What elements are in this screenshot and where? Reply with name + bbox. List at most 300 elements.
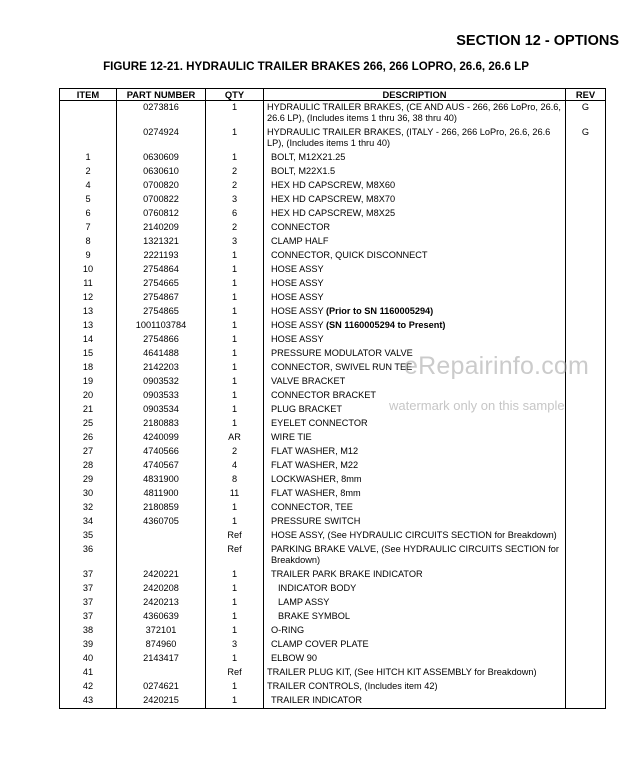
part-number-cell: 4641488 [117, 347, 206, 361]
table-row [60, 638, 606, 652]
rev-cell [566, 515, 606, 529]
description-cell [264, 235, 566, 249]
rev-cell [566, 165, 606, 179]
table-row [60, 291, 606, 305]
description-cell [264, 596, 566, 610]
qty-cell: 1 [206, 291, 264, 305]
description-serial-note: (Prior to SN 1160005294) [325, 306, 434, 316]
table-row [60, 333, 606, 347]
description-text: CONNECTOR, TEE [271, 502, 353, 512]
table-row [60, 582, 606, 596]
qty-cell: 1 [206, 624, 264, 638]
rev-cell [566, 473, 606, 487]
rev-cell [566, 417, 606, 431]
description-text: TRAILER INDICATOR [271, 695, 363, 705]
part-number-cell: 372101 [117, 624, 206, 638]
qty-cell: 1 [206, 126, 264, 151]
qty-cell: 2 [206, 445, 264, 459]
qty-cell: 1 [206, 347, 264, 361]
description-text: HYDRAULIC TRAILER BRAKES, (ITALY - 266, 266 LoPro, 26.6, 26.6 LP), (Includes items 1 thru 40) [267, 127, 551, 148]
description-cell [264, 431, 566, 445]
description-cell [264, 473, 566, 487]
qty-cell: 1 [206, 596, 264, 610]
item-cell: 37 [60, 596, 117, 610]
table-row [60, 126, 606, 151]
part-number-cell: 2754867 [117, 291, 206, 305]
rev-cell [566, 277, 606, 291]
table-row [60, 263, 606, 277]
table-row [60, 487, 606, 501]
description-cell [264, 249, 566, 263]
item-cell: 43 [60, 694, 117, 709]
description-cell [264, 361, 566, 375]
description-text: HOSE ASSY [271, 334, 324, 344]
qty-cell: 1 [206, 389, 264, 403]
qty-cell: 1 [206, 361, 264, 375]
table-row [60, 389, 606, 403]
description-cell [264, 305, 566, 319]
rev-cell [566, 694, 606, 709]
rev-cell [566, 445, 606, 459]
item-cell: 36 [60, 543, 117, 568]
item-cell: 9 [60, 249, 117, 263]
description-cell [264, 165, 566, 179]
table-row [60, 101, 606, 127]
table-row [60, 235, 606, 249]
rev-cell [566, 582, 606, 596]
item-cell [60, 126, 117, 151]
part-number-cell [117, 529, 206, 543]
rev-cell [566, 666, 606, 680]
description-text: FLAT WASHER, M12 [271, 446, 359, 456]
description-text: HYDRAULIC TRAILER BRAKES, (CE AND AUS - 266, 266 LoPro, 26.6, 26.6 LP), (Includes items 1 thru 36, 38 thru 40) [267, 102, 561, 123]
qty-cell: 3 [206, 193, 264, 207]
part-number-cell: 1321321 [117, 235, 206, 249]
description-cell [264, 333, 566, 347]
item-cell: 4 [60, 179, 117, 193]
qty-cell: 3 [206, 638, 264, 652]
item-cell: 8 [60, 235, 117, 249]
item-cell: 26 [60, 431, 117, 445]
part-number-cell: 0274924 [117, 126, 206, 151]
rev-cell [566, 652, 606, 666]
description-text: CLAMP HALF [271, 236, 329, 246]
description-cell [264, 694, 566, 709]
part-number-cell: 2420208 [117, 582, 206, 596]
item-cell: 18 [60, 361, 117, 375]
rev-cell [566, 389, 606, 403]
part-number-cell: 2754665 [117, 277, 206, 291]
table-row [60, 501, 606, 515]
rev-cell [566, 193, 606, 207]
rev-cell [566, 333, 606, 347]
table-row [60, 445, 606, 459]
item-cell: 27 [60, 445, 117, 459]
description-text: CONNECTOR [271, 222, 331, 232]
description-cell [264, 638, 566, 652]
rev-cell [566, 361, 606, 375]
part-number-cell: 2221193 [117, 249, 206, 263]
rev-cell [566, 501, 606, 515]
description-text: FLAT WASHER, M22 [271, 460, 359, 470]
description-cell [264, 487, 566, 501]
qty-cell: 1 [206, 249, 264, 263]
description-cell [264, 459, 566, 473]
description-text: LOCKWASHER, 8mm [271, 474, 362, 484]
description-text: CONNECTOR BRACKET [271, 390, 376, 400]
table-row [60, 249, 606, 263]
description-text: TRAILER PARK BRAKE INDICATOR [271, 569, 423, 579]
rev-cell [566, 305, 606, 319]
item-cell: 19 [60, 375, 117, 389]
part-number-cell: 0274621 [117, 680, 206, 694]
qty-cell: 1 [206, 694, 264, 709]
description-text: BOLT, M22X1.5 [271, 166, 336, 176]
rev-cell [566, 568, 606, 582]
item-cell: 37 [60, 582, 117, 596]
table-row [60, 179, 606, 193]
description-cell [264, 680, 566, 694]
part-number-cell: 0630609 [117, 151, 206, 165]
part-number-cell: 1001103784 [117, 319, 206, 333]
description-text: HOSE ASSY [271, 264, 324, 274]
rev-cell: G [566, 126, 606, 151]
description-cell [264, 319, 566, 333]
table-row [60, 459, 606, 473]
qty-cell: 1 [206, 277, 264, 291]
table-row [60, 596, 606, 610]
header-row [60, 89, 606, 101]
item-cell: 6 [60, 207, 117, 221]
description-cell [264, 151, 566, 165]
item-cell: 39 [60, 638, 117, 652]
description-cell [264, 652, 566, 666]
rev-cell [566, 291, 606, 305]
part-number-cell: 874960 [117, 638, 206, 652]
description-cell [264, 610, 566, 624]
figure-title: FIGURE 12-21. HYDRAULIC TRAILER BRAKES 266, 266 LOPRO, 26.6, 26.6 LP [103, 60, 529, 73]
part-number-cell [117, 543, 206, 568]
qty-cell: 1 [206, 375, 264, 389]
item-cell: 21 [60, 403, 117, 417]
rev-cell [566, 459, 606, 473]
rev-cell [566, 235, 606, 249]
item-cell: 34 [60, 515, 117, 529]
description-cell [264, 543, 566, 568]
description-cell [264, 389, 566, 403]
rev-cell: G [566, 101, 606, 127]
qty-cell: 1 [206, 333, 264, 347]
part-number-cell: 0760812 [117, 207, 206, 221]
rev-cell [566, 624, 606, 638]
part-number-cell [117, 666, 206, 680]
qty-cell: 1 [206, 101, 264, 127]
description-text: HOSE ASSY [271, 320, 326, 330]
table-row [60, 431, 606, 445]
description-cell [264, 582, 566, 596]
item-cell: 25 [60, 417, 117, 431]
description-cell [264, 263, 566, 277]
description-text: CLAMP COVER PLATE [271, 639, 369, 649]
item-cell: 20 [60, 389, 117, 403]
qty-cell: 1 [206, 515, 264, 529]
description-text: PRESSURE MODULATOR VALVE [271, 348, 413, 358]
col-header-description: DESCRIPTION [264, 89, 566, 101]
description-text: TRAILER PLUG KIT, (See HITCH KIT ASSEMBLY for Breakdown) [267, 667, 537, 677]
table-row [60, 347, 606, 361]
rev-cell [566, 403, 606, 417]
item-cell: 10 [60, 263, 117, 277]
description-cell [264, 193, 566, 207]
description-cell [264, 666, 566, 680]
description-cell [264, 403, 566, 417]
description-text: HOSE ASSY [271, 278, 324, 288]
qty-cell: Ref [206, 666, 264, 680]
part-number-cell: 0273816 [117, 101, 206, 127]
rev-cell [566, 249, 606, 263]
table-row [60, 680, 606, 694]
table-row [60, 403, 606, 417]
table-row [60, 515, 606, 529]
col-header-item: ITEM [60, 89, 117, 101]
description-text: TRAILER CONTROLS, (Includes item 42) [267, 681, 438, 691]
description-text: O-RING [271, 625, 305, 635]
table-row [60, 165, 606, 179]
table-row [60, 694, 606, 709]
description-text: CONNECTOR, QUICK DISCONNECT [271, 250, 428, 260]
qty-cell: 2 [206, 221, 264, 235]
table-row [60, 207, 606, 221]
rev-cell [566, 179, 606, 193]
qty-cell: Ref [206, 529, 264, 543]
description-text: HOSE ASSY [271, 292, 324, 302]
table-row [60, 305, 606, 319]
description-text: INDICATOR BODY [278, 583, 357, 593]
table-row [60, 375, 606, 389]
section-title: SECTION 12 - OPTIONS [456, 33, 619, 49]
qty-cell: 1 [206, 305, 264, 319]
part-number-cell: 4360639 [117, 610, 206, 624]
qty-cell: 6 [206, 207, 264, 221]
description-text: PLUG BRACKET [271, 404, 342, 414]
table-row [60, 652, 606, 666]
rev-cell [566, 375, 606, 389]
item-cell: 14 [60, 333, 117, 347]
item-cell: 32 [60, 501, 117, 515]
item-cell: 13 [60, 305, 117, 319]
description-text: EYELET CONNECTOR [271, 418, 368, 428]
item-cell: 35 [60, 529, 117, 543]
item-cell: 12 [60, 291, 117, 305]
item-cell: 15 [60, 347, 117, 361]
qty-cell: AR [206, 431, 264, 445]
description-text: HOSE ASSY [271, 306, 326, 316]
col-header-qty: QTY [206, 89, 264, 101]
part-number-cell: 4240099 [117, 431, 206, 445]
part-number-cell: 0903533 [117, 389, 206, 403]
part-number-cell: 2142203 [117, 361, 206, 375]
item-cell: 7 [60, 221, 117, 235]
description-text: VALVE BRACKET [271, 376, 346, 386]
qty-cell: 8 [206, 473, 264, 487]
qty-cell: 1 [206, 417, 264, 431]
part-number-cell: 0700822 [117, 193, 206, 207]
qty-cell: 1 [206, 263, 264, 277]
description-text: BRAKE SYMBOL [278, 611, 350, 621]
qty-cell: 11 [206, 487, 264, 501]
rev-cell [566, 543, 606, 568]
description-text: PRESSURE SWITCH [271, 516, 361, 526]
part-number-cell: 0903534 [117, 403, 206, 417]
qty-cell: 3 [206, 235, 264, 249]
part-number-cell: 2420215 [117, 694, 206, 709]
part-number-cell: 0630610 [117, 165, 206, 179]
rev-cell [566, 263, 606, 277]
rev-cell [566, 347, 606, 361]
item-cell [60, 101, 117, 127]
part-number-cell: 4360705 [117, 515, 206, 529]
qty-cell: 2 [206, 179, 264, 193]
item-cell: 28 [60, 459, 117, 473]
description-cell [264, 207, 566, 221]
item-cell: 2 [60, 165, 117, 179]
description-cell [264, 291, 566, 305]
parts-table [59, 88, 606, 709]
qty-cell: 1 [206, 151, 264, 165]
description-cell [264, 221, 566, 235]
qty-cell: 1 [206, 680, 264, 694]
part-number-cell: 2754864 [117, 263, 206, 277]
table-row [60, 221, 606, 235]
description-text: WIRE TIE [271, 432, 312, 442]
description-cell [264, 417, 566, 431]
description-text: HOSE ASSY, (See HYDRAULIC CIRCUITS SECTION for Breakdown) [271, 530, 557, 540]
table-row [60, 529, 606, 543]
rev-cell [566, 529, 606, 543]
rev-cell [566, 221, 606, 235]
description-text: LAMP ASSY [278, 597, 330, 607]
table-row [60, 666, 606, 680]
watermark-brand: eRepairinfo.com [404, 352, 590, 380]
description-text: HEX HD CAPSCREW, M8X70 [271, 194, 396, 204]
item-cell: 41 [60, 666, 117, 680]
part-number-cell: 2754865 [117, 305, 206, 319]
rev-cell [566, 487, 606, 501]
description-cell [264, 277, 566, 291]
part-number-cell: 2180859 [117, 501, 206, 515]
part-number-cell: 4740567 [117, 459, 206, 473]
item-cell: 30 [60, 487, 117, 501]
qty-cell: 2 [206, 165, 264, 179]
item-cell: 5 [60, 193, 117, 207]
qty-cell: 1 [206, 582, 264, 596]
part-number-cell: 0700820 [117, 179, 206, 193]
item-cell: 37 [60, 610, 117, 624]
item-cell: 38 [60, 624, 117, 638]
description-cell [264, 568, 566, 582]
table-row [60, 543, 606, 568]
description-text: FLAT WASHER, 8mm [271, 488, 361, 498]
qty-cell: 1 [206, 319, 264, 333]
rev-cell [566, 207, 606, 221]
part-number-cell: 2180883 [117, 417, 206, 431]
description-cell [264, 126, 566, 151]
table-row [60, 473, 606, 487]
rev-cell [566, 610, 606, 624]
part-number-cell: 4740566 [117, 445, 206, 459]
description-cell [264, 529, 566, 543]
part-number-cell: 4811900 [117, 487, 206, 501]
qty-cell: 1 [206, 610, 264, 624]
item-cell: 40 [60, 652, 117, 666]
col-header-rev: REV [566, 89, 606, 101]
table-row [60, 568, 606, 582]
description-cell [264, 515, 566, 529]
item-cell: 42 [60, 680, 117, 694]
description-cell [264, 375, 566, 389]
part-number-cell: 2754866 [117, 333, 206, 347]
qty-cell: 1 [206, 568, 264, 582]
watermark-note: watermark only on this sample [389, 398, 565, 413]
part-number-cell: 2420221 [117, 568, 206, 582]
part-number-cell: 4831900 [117, 473, 206, 487]
description-cell [264, 445, 566, 459]
table-row [60, 151, 606, 165]
table-row [60, 277, 606, 291]
table-row [60, 193, 606, 207]
table-row [60, 610, 606, 624]
item-cell: 11 [60, 277, 117, 291]
description-cell [264, 347, 566, 361]
rev-cell [566, 431, 606, 445]
description-text: BOLT, M12X21.25 [271, 152, 346, 162]
rev-cell [566, 319, 606, 333]
qty-cell: 1 [206, 652, 264, 666]
description-text: HEX HD CAPSCREW, M8X25 [271, 208, 396, 218]
table-row [60, 319, 606, 333]
part-number-cell: 0903532 [117, 375, 206, 389]
rev-cell [566, 638, 606, 652]
table-row [60, 361, 606, 375]
description-cell [264, 101, 566, 127]
qty-cell: 1 [206, 403, 264, 417]
item-cell: 1 [60, 151, 117, 165]
description-cell [264, 501, 566, 515]
part-number-cell: 2143417 [117, 652, 206, 666]
qty-cell: 4 [206, 459, 264, 473]
item-cell: 29 [60, 473, 117, 487]
description-text: ELBOW 90 [271, 653, 317, 663]
part-number-cell: 2420213 [117, 596, 206, 610]
col-header-part-number: PART NUMBER [117, 89, 206, 101]
description-serial-note: (SN 1160005294 to Present) [325, 320, 446, 330]
rev-cell [566, 151, 606, 165]
qty-cell: Ref [206, 543, 264, 568]
part-number-cell: 2140209 [117, 221, 206, 235]
item-cell: 37 [60, 568, 117, 582]
description-text: HEX HD CAPSCREW, M8X60 [271, 180, 396, 190]
description-text: PARKING BRAKE VALVE, (See HYDRAULIC CIRCUITS SECTION for Breakdown) [271, 544, 559, 565]
description-cell [264, 179, 566, 193]
rev-cell [566, 596, 606, 610]
description-cell [264, 624, 566, 638]
table-row [60, 417, 606, 431]
item-cell: 13 [60, 319, 117, 333]
rev-cell [566, 680, 606, 694]
qty-cell: 1 [206, 501, 264, 515]
description-text: CONNECTOR, SWIVEL RUN TEE [271, 362, 413, 372]
table-row [60, 624, 606, 638]
